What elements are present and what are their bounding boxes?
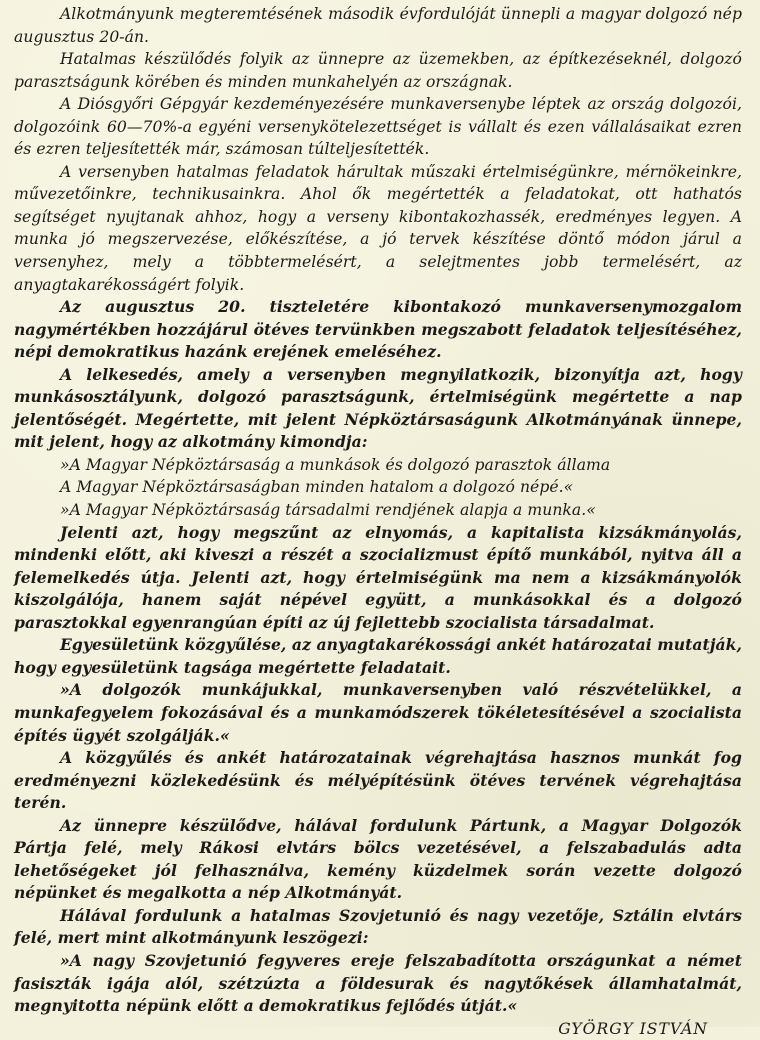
paragraph-party-gratitude: Az ünnepre készülődve, hálával fordulunk Pártunk, a Magyar Dolgozók Pártja felé, mely Rákosi elvtárs bölcs vezetésével, a felszabadulás adta lehetőségeket jól felhasználva, kemény küzdelmek során vezette dolgozó népünket és megalkotta a nép Alkotmányát. (14, 815, 742, 903)
constitution-quote-3: »A Magyar Népköztársaság társadalmi rendjének alapja a munka.« (60, 501, 596, 520)
paragraph-oppression-ended: Jelenti azt, hogy megszűnt az elnyomás, a kapitalista kizsákmányolás, mindenki előtt, aki kiveszi a részét a szocializmust építő munkából, nyitva áll a felemelkedés útja. Jelenti azt, hogy értelmiségünk ma nem a kizsákmányolók kiszolgálója, hanem saját népével együtt, a munkásokkal és a dolgozó parasztokkal egyenrangúan építi az új fejlettebb szocialista társadalmat. (14, 522, 742, 632)
paragraph-august-20-competition: Az augusztus 20. tiszteletére kibontakozó munkaversenymozgalom nagymértékben hozzájárul ötéves tervünkben megszabott feladatok teljesítéséhez, népi demokratikus hazánk erejének emeléséhez. (14, 297, 742, 362)
article-body (14, 3, 742, 1018)
paragraph-diosgyor-initiative: A Diósgyőri Gépgyár kezdeményezésére munkaversenybe léptek az ország dolgozói, dolgozóink 60—70%-a egyéni versenykötelezettséget is vállalt és ezen vállalásaikat ezren és ezren teljesítették már, számosan túlteljesítették. (14, 95, 742, 159)
paragraph-workers-quote: »A dolgozók munkájukkal, munkaversenyben való részvételükkel, a munkafegyelem fokozásával és a munkamódszerek tökéletesítésével a szocialista építés ügyét szolgálják.« (14, 680, 742, 745)
paragraph-soviet-quote: »A nagy Szovjetunió fegyveres ereje felszabadította országunkat a német fasiszták igája alól, szétzúzta a földesurak és nagytőkések államhatalmát, megnyitotta népünk előtt a demokratikus fejlődés útját.« (14, 950, 742, 1016)
paragraph-resolutions: A közgyűlés és ankét határozatainak végrehajtása hasznos munkát fog eredményezni közlekedésünk és mélyépítésünk ötéves tervének végrehajtása terén. (14, 748, 742, 813)
constitution-quote-1: »A Magyar Népköztársaság a munkások és dolgozó parasztok állama (60, 455, 611, 474)
paragraph-association-meeting: Egyesületünk közgyűlése, az anyagtakarékossági ankét határozatai mutatják, hogy egyesületünk tagsága megértette feladatait. (14, 635, 742, 677)
paragraph-technical-intelligentsia: A versenyben hatalmas feladatok hárultak műszaki értelmiségünkre, mérnökeinkre, művezetőinkre, technikusainkra. Ahol ők megértették a feladatokat, ott hathatós segítséget nyujtanak ahhoz, hogy a verseny kibontakozhassék, eredményes legyen. A munka jó megszervezése, előkészítése, a jó tervek készítése döntő módon járul a versenyhez, mely a többtermelésért, a selejtmentes jobb termelésért, az anyagtakarékosságért folyik. (14, 162, 742, 294)
paragraph-anniversary: Alkotmányunk megteremtésének második évfordulóját ünnepli a magyar dolgozó nép augusztus 20-án. (14, 5, 742, 46)
paragraph-enthusiasm: A lelkesedés, amely a versenyben megnyilatkozik, bizonyítja azt, hogy munkásosztályunk, dolgozó parasztságunk, értelmiségünk megértette a nap jelentőségét. Megértette, mit jelent Népköztársaságunk Alkotmányának ünnepe, mit jelent, hogy az alkotmány kimondja: (14, 364, 742, 452)
constitution-quote-2: A Magyar Népköztársaságban minden hatalom a dolgozó népé.« (60, 478, 574, 497)
paragraph-preparations: Hatalmas készülődés folyik az ünnepre az üzemekben, az építkezéseknél, dolgozó parasztságunk körében és minden munkahelyén az országnak. (14, 50, 742, 91)
paragraph-soviet-gratitude: Hálával fordulunk a hatalmas Szovjetunió és nagy vezetője, Sztálin elvtárs felé, mert mint alkotmányunk leszögezi: (14, 905, 742, 948)
author-signature: GYÖRGY ISTVÁN (558, 1019, 708, 1038)
